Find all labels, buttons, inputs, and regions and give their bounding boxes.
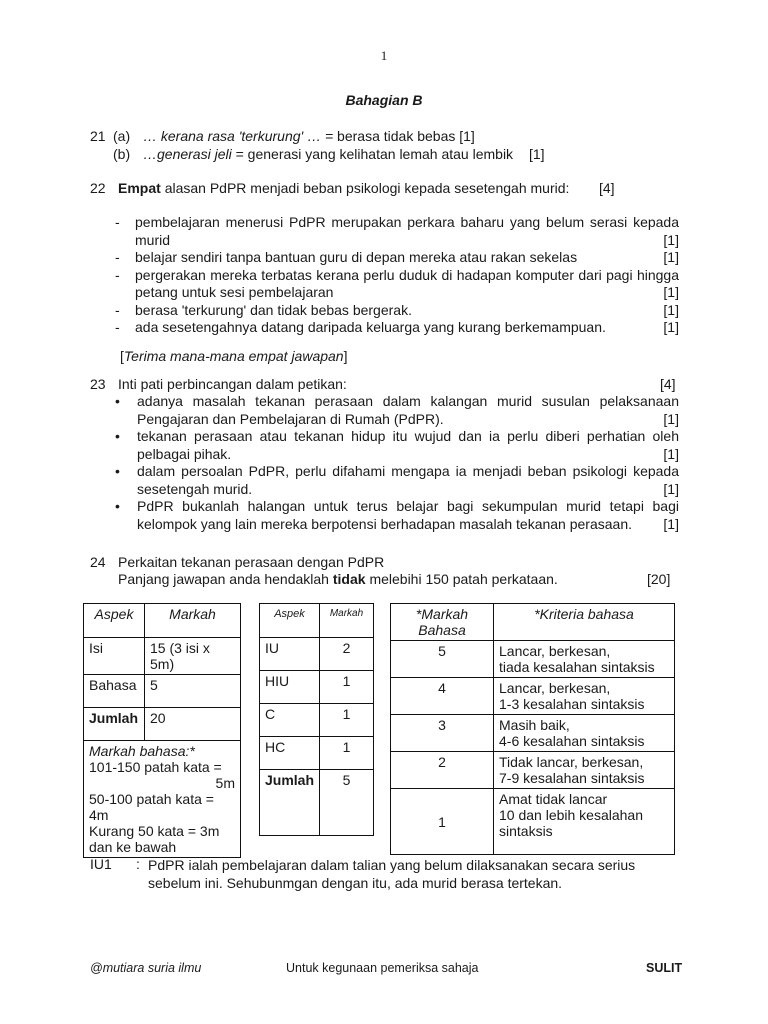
q22-item-mark: [1]	[663, 231, 679, 248]
q23-list	[112, 393, 679, 533]
q22-item	[115, 249, 679, 267]
t2-head-aspek: Aspek	[260, 604, 320, 638]
t1-cell: Isi	[84, 638, 145, 675]
q22-item-text: ada sesetengahnya datang daripada keluarga yang kurang berkemampuan. [1]	[135, 319, 679, 335]
q22-item-text: belajar sendiri tanpa bantuan guru di depan mereka atau rakan sekelas [1]	[135, 249, 679, 265]
q23-mark: [4]	[660, 376, 676, 392]
q22-item	[115, 319, 679, 337]
q22-item	[115, 302, 679, 320]
q23-item-mark: [1]	[663, 410, 679, 427]
q23-item-text: PdPR bukanlah halangan untuk terus belajar bagi sekumpulan murid tetapi bagi kelompok yang lain mereka berpotensi berhadapan masalah tekanan perasaan. [1]	[137, 498, 679, 532]
section-heading: Bahagian B	[345, 92, 423, 108]
iu1-text: PdPR ialah pembelajaran dalam talian yang belum dilaksanakan secara serius sebelum ini. Sehubunmgan dengan itu, ada murid berasa tertekan.	[148, 857, 636, 891]
q24-line2: Panjang jawapan anda hendaklah tidak melebihi 150 patah perkataan.	[118, 571, 558, 587]
t1-head-markah: Markah	[145, 604, 241, 638]
t1-note: Markah bahasa:* 101-150 patah kata = 5m 50-100 patah kata = 4m Kurang 50 kata = 3m dan ke bawah	[84, 741, 241, 858]
page-number: 1	[380, 48, 388, 63]
t3-criteria: Lancar, berkesan, 1-3 kesalahan sintaksis	[494, 678, 675, 715]
q22-item-mark: [1]	[663, 284, 679, 300]
q24-number: 24	[90, 554, 106, 570]
t3-mark: 2	[391, 752, 494, 789]
table-kriteria-bahasa	[390, 603, 675, 855]
q23-item	[112, 393, 679, 428]
t1-cell: Bahasa	[84, 675, 145, 708]
t3-criteria: Amat tidak lancar 10 dan lebih kesalahan sintaksis	[494, 789, 675, 855]
q23-item	[112, 428, 679, 463]
t1-cell: 15 (3 isi x 5m)	[145, 638, 241, 675]
q22-empat: Empat	[118, 180, 161, 196]
t3-mark: 1	[391, 789, 494, 855]
q21b-mark: [1]	[528, 146, 545, 162]
q23-item-text: adanya masalah tekanan perasaan dalam kalangan murid susulan pelaksanaan Pengajaran dan Pembelajaran di Rumah (PdPR). [1]	[137, 393, 679, 427]
t3-criteria: Lancar, berkesan, tiada kesalahan sintaksis	[494, 641, 675, 678]
q22-item-text: berasa 'terkurung' dan tidak bebas bergerak. [1]	[135, 301, 679, 318]
bullet-dot: •	[115, 393, 120, 409]
q21b-line	[143, 146, 545, 163]
q22-item-mark: [1]	[663, 301, 679, 318]
t3-head-kriteria: *Kriteria bahasa	[494, 604, 675, 641]
q22-item	[115, 214, 679, 249]
q21b-label: (b)	[113, 146, 131, 162]
iu1-label: IU1	[90, 856, 112, 872]
q22-number: 22	[90, 180, 106, 196]
t2-cell: HIU	[260, 671, 320, 704]
t2-cell: 1	[320, 737, 374, 770]
q23-number: 23	[90, 376, 106, 392]
q21-number: 21	[90, 128, 106, 144]
t3-mark: 4	[391, 678, 494, 715]
t1-cell: 20	[145, 708, 241, 741]
dash-bullet: -	[115, 319, 120, 335]
t1-cell: 5	[145, 675, 241, 708]
q21a-line	[143, 128, 475, 145]
q23-item-text: tekanan perasaan atau tekanan hidup itu wujud dan ia perlu diberi perhatian oleh pelbagai pihak. [1]	[137, 428, 679, 462]
dash-bullet: -	[115, 266, 120, 283]
t3-criteria: Tidak lancar, berkesan, 7-9 kesalahan sintaksis	[494, 752, 675, 789]
q23-item-mark: [1]	[663, 515, 679, 532]
t2-cell: 5	[320, 770, 374, 836]
q23-item	[112, 463, 679, 498]
q22-question	[118, 180, 569, 197]
t1-head-aspek: Aspek	[84, 604, 145, 638]
q21b-quote: …generasi jeli	[143, 146, 232, 162]
q23-question: Inti pati perbincangan dalam petikan:	[118, 376, 347, 392]
q21b-answer: = generasi yang kelihatan lemah atau lembik	[235, 146, 514, 162]
q24-line1: Perkaitan tekanan perasaan dengan PdPR	[118, 554, 385, 570]
t2-cell: C	[260, 704, 320, 737]
t2-head-markah: Markah	[320, 604, 374, 638]
q22-note: [Terima mana-mana empat jawapan]	[120, 348, 348, 364]
q21a-answer: berasa tidak bebas	[337, 128, 456, 144]
q23-item	[112, 498, 679, 533]
t2-cell: 1	[320, 704, 374, 737]
q22-item	[115, 267, 679, 302]
q22-item-mark: [1]	[663, 249, 679, 265]
t3-mark: 5	[391, 641, 494, 678]
footer-note: Untuk kegunaan pemeriksa sahaja	[286, 961, 479, 975]
dash-bullet: -	[115, 214, 120, 230]
q22-mark: [4]	[599, 180, 615, 196]
q22-item-mark: [1]	[663, 319, 679, 335]
bullet-dot: •	[115, 428, 120, 444]
bullet-dot: •	[115, 463, 120, 479]
q22-list	[115, 214, 679, 337]
t2-cell: 2	[320, 638, 374, 671]
t2-cell: IU	[260, 638, 320, 671]
q22-text: alasan PdPR menjadi beban psikologi kepada sesetengah murid:	[164, 180, 570, 196]
t3-criteria: Masih baik, 4-6 kesalahan sintaksis	[494, 715, 675, 752]
table-iu-markah	[259, 603, 374, 836]
dash-bullet: -	[115, 249, 120, 265]
q23-item-text: dalam persoalan PdPR, perlu difahami mengapa ia menjadi beban psikologi kepada sesetengah murid. [1]	[137, 463, 679, 497]
q22-item-text: pembelajaran menerusi PdPR merupakan perkara baharu yang belum serasi kepada murid [1]	[135, 214, 679, 248]
q23-item-mark: [1]	[663, 445, 679, 462]
q21a-quote: … kerana rasa 'terkurung' … =	[143, 128, 334, 144]
t1-cell: Jumlah	[84, 708, 145, 741]
dash-bullet: -	[115, 301, 120, 318]
q23-item-mark: [1]	[663, 480, 679, 497]
footer-sulit: SULIT	[646, 961, 683, 975]
footer-author: @mutiara suria ilmu	[90, 961, 202, 975]
t3-head-markah: *Markah Bahasa	[391, 604, 494, 641]
q21a-mark: [1]	[459, 128, 475, 144]
q24-mark: [20]	[647, 571, 671, 587]
bullet-dot: •	[115, 498, 120, 514]
t2-cell: Jumlah	[260, 770, 320, 836]
t2-cell: 1	[320, 671, 374, 704]
q21a-label: (a)	[113, 128, 131, 144]
iu1-colon: :	[136, 856, 140, 872]
t3-mark: 3	[391, 715, 494, 752]
q22-item-text: pergerakan mereka terbatas kerana perlu duduk di hadapan komputer dari pagi hingga petang untuk sesi pembelajaran [1]	[135, 266, 679, 300]
table-aspek-markah	[83, 603, 241, 858]
t2-cell: HC	[260, 737, 320, 770]
